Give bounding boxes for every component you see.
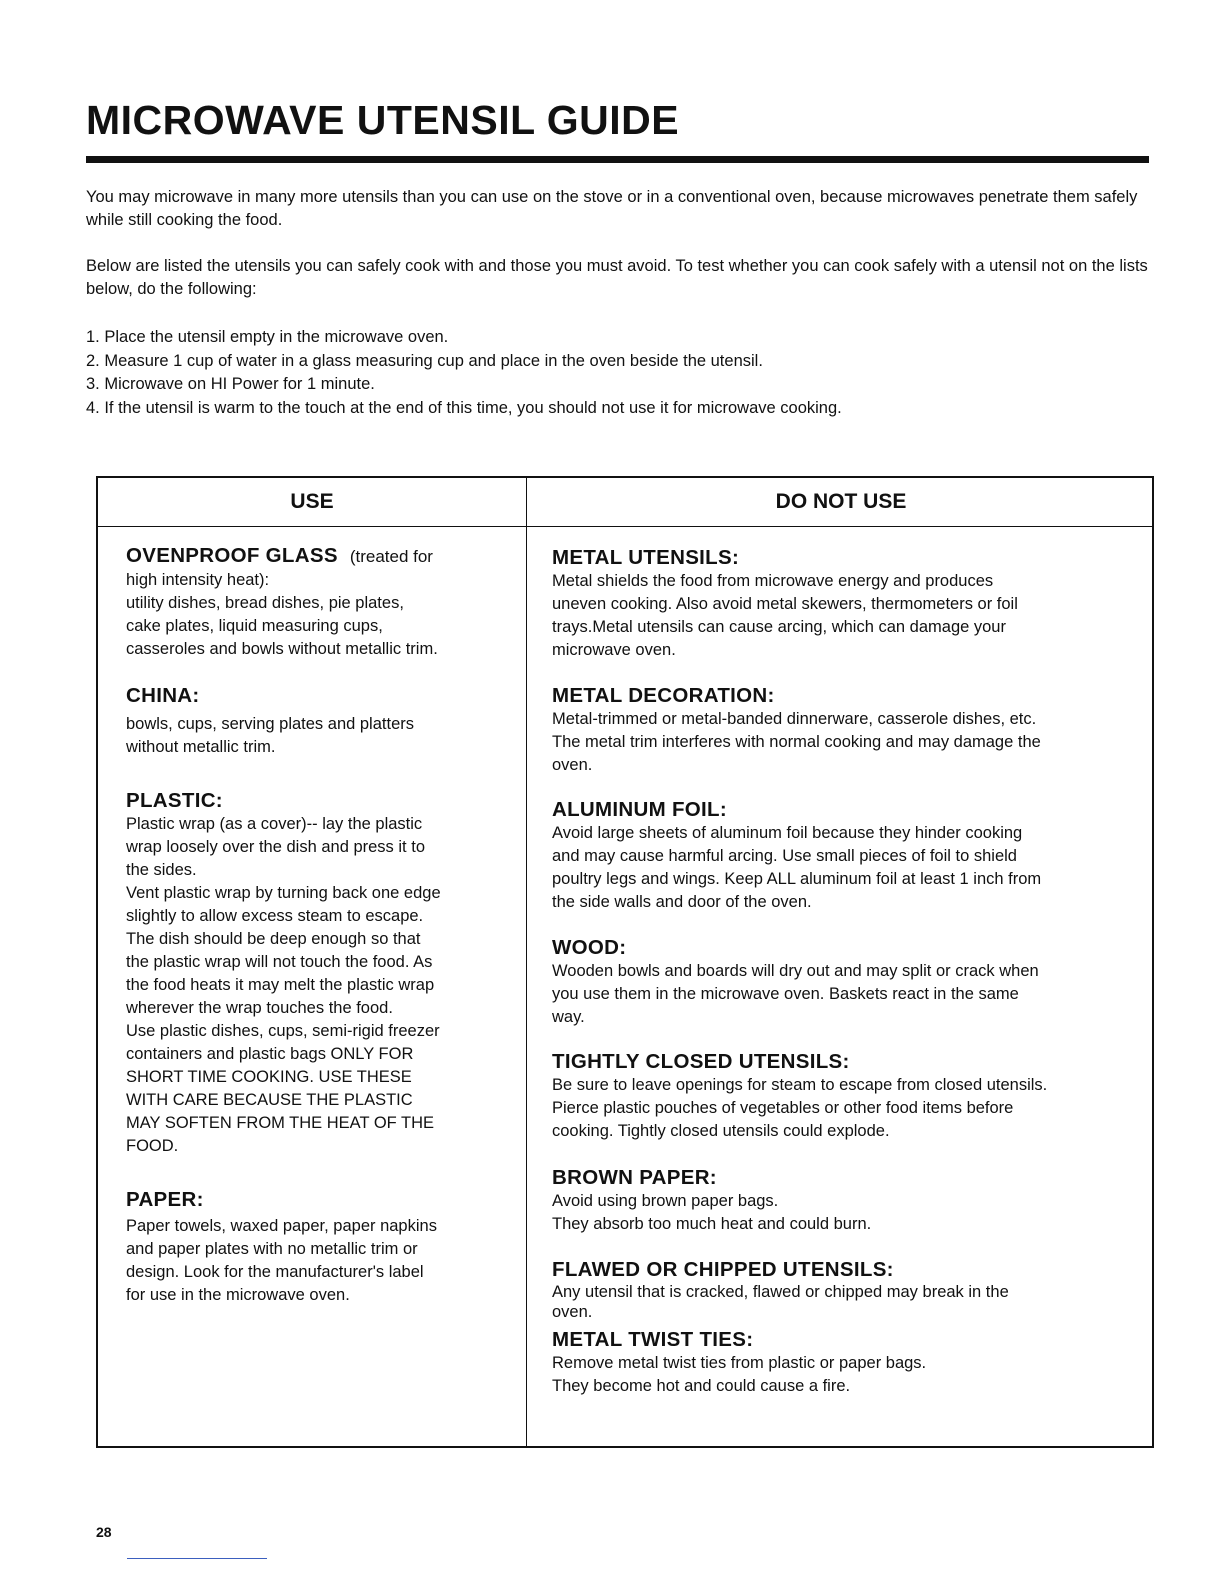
intro-paragraph-2: Below are listed the utensils you can safely cook with and those you must avoid. To test whether you can cook safely with a utensil not on the lists below, do the following: bbox=[86, 257, 1148, 298]
step-item: 2. Measure 1 cup of water in a glass measuring cup and place in the oven beside the utensil. bbox=[86, 351, 763, 370]
section-body: Metal shields the food from microwave energy and produces uneven cooking. Also avoid metal skewers, thermometers or foil trays.Metal utensils can cause arcing, which can damage your microwave oven. bbox=[552, 572, 1018, 659]
do-not-use-section-metal-decoration bbox=[552, 684, 1150, 777]
section-title: TIGHTLY CLOSED UTENSILS: bbox=[552, 1050, 850, 1073]
section-title bbox=[126, 544, 516, 569]
section-title-text: OVENPROOF GLASS bbox=[126, 544, 338, 567]
do-not-use-section-brown-paper bbox=[552, 1166, 1150, 1236]
use-column-header: USE bbox=[290, 490, 334, 513]
section-body: Any utensil that is cracked, flawed or chipped may break in the oven. bbox=[552, 1283, 1009, 1321]
do-not-use-section-flawed-chipped bbox=[552, 1258, 1150, 1322]
do-not-use-section-tightly-closed bbox=[552, 1050, 1150, 1143]
section-body: Be sure to leave openings for steam to escape from closed utensils. Pierce plastic pouches of vegetables or other food items before cooking. Tightly closed utensils could explode. bbox=[552, 1076, 1048, 1140]
page-title: MICROWAVE UTENSIL GUIDE bbox=[86, 97, 680, 143]
section-title: CHINA: bbox=[126, 684, 200, 707]
section-body: Paper towels, waxed paper, paper napkins and paper plates with no metallic trim or design. Look for the manufacturer's label for use in the microwave oven. bbox=[126, 1217, 437, 1304]
section-body: Metal-trimmed or metal-banded dinnerware, casserole dishes, etc. The metal trim interferes with normal cooking and may damage the oven. bbox=[552, 710, 1041, 774]
do-not-use-section-metal-utensils bbox=[552, 546, 1150, 662]
section-title: PLASTIC: bbox=[126, 789, 223, 812]
footer-rule bbox=[127, 1558, 267, 1559]
use-section-china bbox=[126, 684, 516, 759]
section-body: Plastic wrap (as a cover)-- lay the plastic wrap loosely over the dish and press it to the sides. Vent plastic wrap by turning back one edge slightly to allow excess steam to escape. The dish should be deep enough so that the plastic wrap will not touch the food. As the food heats it may melt the plastic wrap wherever the wrap touches the food. Use plastic dishes, cups, semi-rigid freezer containers and plastic bags ONLY FOR SHORT TIME COOKING. USE THESE WITH CARE BECAUSE THE PLASTIC MAY SOFTEN FROM THE HEAT OF THE FOOD. bbox=[126, 815, 441, 1155]
page-number: 28 bbox=[96, 1524, 112, 1540]
section-title: PAPER: bbox=[126, 1188, 204, 1211]
header-divider bbox=[98, 526, 1152, 527]
do-not-use-column-header: DO NOT USE bbox=[775, 490, 907, 513]
do-not-use-section-aluminum-foil bbox=[552, 798, 1150, 914]
step-item: 3. Microwave on HI Power for 1 minute. bbox=[86, 375, 375, 393]
section-body: Avoid large sheets of aluminum foil because they hinder cooking and may cause harmful arcing. Use small pieces of foil to shield poultry legs and wings. Keep ALL aluminum foil at least 1 inch from the side walls and door of the oven. bbox=[552, 824, 1042, 911]
section-title-note: (treated for bbox=[349, 547, 433, 566]
use-section-ovenproof-glass bbox=[126, 544, 516, 661]
step-item: 1. Place the utensil empty in the microwave oven. bbox=[86, 328, 449, 346]
section-body: bowls, cups, serving plates and platters without metallic trim. bbox=[126, 715, 414, 756]
section-title: FLAWED OR CHIPPED UTENSILS: bbox=[552, 1258, 894, 1281]
section-title: METAL UTENSILS: bbox=[552, 546, 740, 569]
column-divider bbox=[526, 478, 527, 1446]
utensil-table bbox=[96, 476, 1154, 1448]
do-not-use-section-wood bbox=[552, 936, 1150, 1029]
section-body: Remove metal twist ties from plastic or paper bags. They become hot and could cause a fire. bbox=[552, 1354, 927, 1395]
section-title: BROWN PAPER: bbox=[552, 1166, 717, 1189]
section-body: Wooden bowls and boards will dry out and may split or crack when you use them in the microwave oven. Baskets react in the same way. bbox=[552, 962, 1039, 1026]
do-not-use-section-metal-twist-ties bbox=[552, 1328, 1150, 1398]
use-section-plastic bbox=[126, 789, 516, 1158]
section-title: METAL DECORATION: bbox=[552, 684, 775, 707]
section-title: WOOD: bbox=[552, 936, 627, 959]
test-steps-list bbox=[86, 326, 1156, 420]
step-item: 4. If the utensil is warm to the touch at the end of this time, you should not use it for microwave cooking. bbox=[86, 398, 842, 417]
section-body: high intensity heat): utility dishes, bread dishes, pie plates, cake plates, liquid measuring cups, casseroles and bowls without metallic trim. bbox=[126, 571, 438, 658]
section-title: ALUMINUM FOIL: bbox=[552, 798, 727, 821]
section-title: METAL TWIST TIES: bbox=[552, 1328, 754, 1351]
section-body: Avoid using brown paper bags. They absorb too much heat and could burn. bbox=[552, 1192, 872, 1233]
use-section-paper bbox=[126, 1188, 516, 1307]
intro-paragraph-1: You may microwave in many more utensils than you can use on the stove or in a conventional oven, because microwaves penetrate them safely while still cooking the food. bbox=[86, 188, 1138, 229]
title-rule bbox=[86, 156, 1149, 163]
